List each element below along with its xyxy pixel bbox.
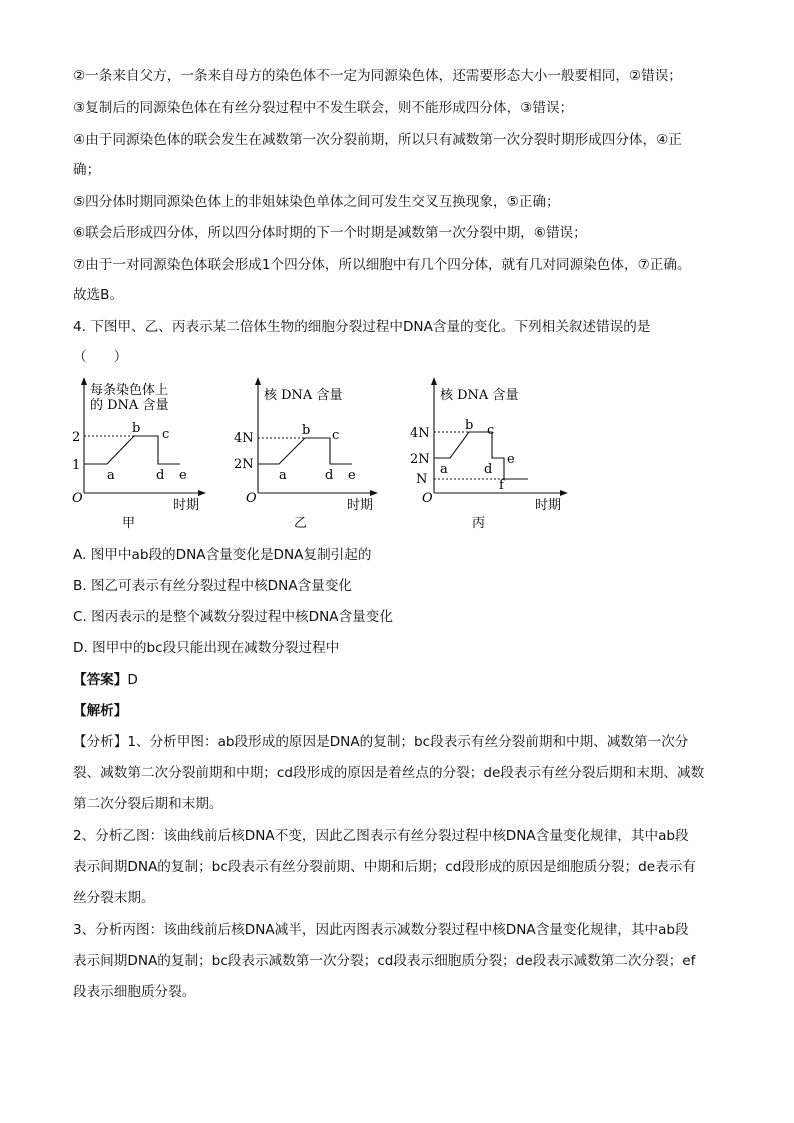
answer-value: D <box>127 672 138 688</box>
answer-blank: （ ） <box>73 349 128 365</box>
tick-4n: 4N <box>410 426 430 441</box>
tick-2: 2 <box>72 430 81 445</box>
point-e: e <box>348 468 356 483</box>
point-a: a <box>440 462 448 477</box>
caption: 乙 <box>294 516 308 531</box>
explanation-line-4: ④由于同源染色体的联会发生在减数第一次分裂前期，所以只有减数第一次分裂时期形成四分体，④正 <box>73 132 682 148</box>
answer-label: 【答案】 <box>73 672 128 688</box>
point-e: e <box>179 468 187 483</box>
y-label: 核 DNA 含量 <box>440 388 519 403</box>
graph-jia <box>70 375 220 535</box>
analysis-line-8: 表示间期DNA的复制；bc段表示减数第一次分裂；cd段表示细胞质分裂；de段表示减数第二次分裂；ef <box>73 953 696 969</box>
point-a: a <box>279 468 287 483</box>
caption: 丙 <box>472 516 486 531</box>
x-label: 时期 <box>173 498 200 513</box>
explanation-line-4-cont: 确； <box>73 162 101 178</box>
tick-n: N <box>416 472 428 487</box>
tick-1: 1 <box>72 458 81 473</box>
graph-yi <box>232 375 382 535</box>
y-arrow <box>431 377 437 385</box>
explanation-line-7: ⑦由于一对同源染色体联会形成1个四分体，所以细胞中有几个四分体，就有几对同源染色体，⑦正确。 <box>73 257 691 273</box>
point-d: d <box>484 462 493 477</box>
question-stem: 4. 下图甲、乙、丙表示某二倍体生物的细胞分裂过程中DNA含量的变化。下列相关叙述错误的是 <box>73 319 651 335</box>
x-arrow <box>370 490 378 496</box>
explanation-line-3: ③复制后的同源染色体在有丝分裂过程中不发生联会，则不能形成四分体，③错误； <box>73 100 574 116</box>
point-c: c <box>162 427 170 442</box>
explanation-line-2: ②一条来自父方，一条来自母方的染色体不一定为同源染色体，还需要形态大小一般要相同，②错误； <box>73 68 682 84</box>
option-d: D. 图甲中的bc段只能出现在减数分裂过程中 <box>73 640 340 656</box>
point-b: b <box>302 423 311 438</box>
tick-2n: 2N <box>410 452 430 467</box>
y-arrow <box>255 377 261 385</box>
y-label-line-2: 的 DNA 含量 <box>90 398 169 413</box>
analysis-line-3: 第二次分裂后期和末期。 <box>73 796 223 812</box>
point-b: b <box>465 418 474 433</box>
analysis-line-5: 表示间期DNA的复制；bc段表示有丝分裂前期、中期和后期；cd段形成的原因是细胞质分裂；de表示有 <box>73 859 696 875</box>
point-c: c <box>487 423 495 438</box>
origin-label: O <box>422 491 433 506</box>
point-a: a <box>107 468 115 483</box>
analysis-line-4: 2、分析乙图：该曲线前后核DNA不变，因此乙图表示有丝分裂过程中核DNA含量变化规律，其中ab段 <box>73 828 689 844</box>
caption: 甲 <box>122 516 136 531</box>
analysis-line-2: 裂、减数第二次分裂前期和中期；cd段形成的原因是着丝点的分裂；de段表示有丝分裂后期和末期、减数 <box>73 765 705 781</box>
point-f: f <box>499 478 504 493</box>
analysis-line-9: 段表示细胞质分裂。 <box>73 984 196 1000</box>
explanation-line-5: ⑤四分体时期同源染色体上的非姐妹染色单体之间可发生交叉互换现象，⑤正确； <box>73 194 560 210</box>
analysis-line-7: 3、分析丙图：该曲线前后核DNA减半，因此丙图表示减数分裂过程中核DNA含量变化规律，其中ab段 <box>73 922 689 938</box>
option-b: B. 图乙可表示有丝分裂过程中核DNA含量变化 <box>73 578 352 594</box>
answer-row <box>73 670 138 690</box>
x-label: 时期 <box>347 498 374 513</box>
y-label: 核 DNA 含量 <box>264 388 343 403</box>
y-arrow <box>81 377 87 385</box>
analysis-line-6: 丝分裂末期。 <box>73 890 155 906</box>
tick-4n: 4N <box>234 431 254 446</box>
analysis-line-1: 【分析】1、分析甲图：ab段形成的原因是DNA的复制；bc段表示有丝分裂前期和中期、减数第一次分 <box>73 734 689 750</box>
x-arrow <box>198 490 206 496</box>
analysis-label: 【解析】 <box>73 703 128 719</box>
point-e: e <box>507 452 515 467</box>
point-c: c <box>332 428 340 443</box>
x-arrow <box>560 490 568 496</box>
conclusion-line: 故选B。 <box>73 287 124 303</box>
point-d: d <box>156 468 165 483</box>
origin-label: O <box>246 491 257 506</box>
explanation-line-6: ⑥联会后形成四分体，所以四分体时期的下一个时期是减数第一次分裂中期，⑥错误； <box>73 225 587 241</box>
y-label-line-1: 每条染色体上 <box>90 383 169 398</box>
origin-label: O <box>72 491 83 506</box>
tick-2n: 2N <box>234 457 254 472</box>
x-label: 时期 <box>535 498 562 513</box>
graph-bing <box>408 375 578 535</box>
point-d: d <box>325 468 334 483</box>
option-a: A. 图甲中ab段的DNA含量变化是DNA复制引起的 <box>73 547 372 563</box>
option-c: C. 图丙表示的是整个减数分裂过程中核DNA含量变化 <box>73 609 393 625</box>
point-b: b <box>132 421 141 436</box>
